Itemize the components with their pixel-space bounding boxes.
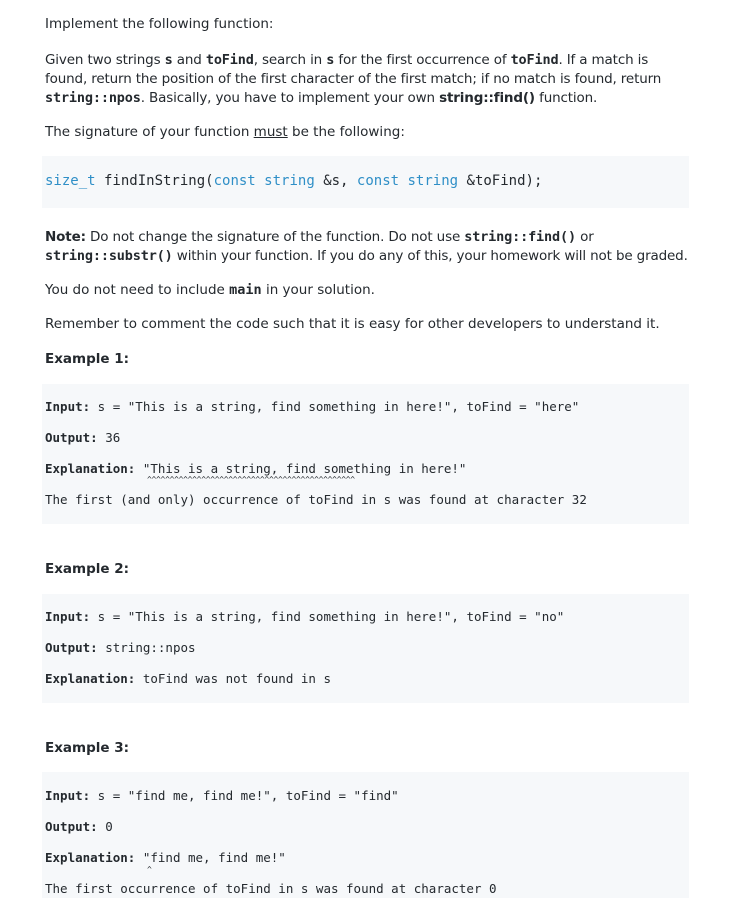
example-1-output: Output: 36: [45, 430, 121, 445]
code-s: s: [164, 52, 173, 68]
example-2-output: Output: string::npos: [45, 640, 196, 655]
signature-code-block: [42, 156, 689, 208]
bold-find-function: string::find(): [439, 90, 535, 106]
example-3-block: [42, 772, 689, 898]
signature-intro: The signature of your function must be the following:: [45, 124, 405, 140]
example-1-block: [42, 384, 689, 524]
description-paragraph: Given two strings s and toFind, search in s for the first occurrence of toFind. If a match is found, return the position of the first character of the first match; if no match is found, return string::npos. Basically, you have to implement your own string::find() function.: [45, 52, 662, 106]
example-1-extra: The first (and only) occurrence of toFind in s was found at character 32: [45, 492, 587, 507]
signature-code: size_t findInString(const string &s, const string &toFind);: [45, 173, 543, 189]
code-find: string::find(): [464, 229, 576, 245]
example-3-output: Output: 0: [45, 819, 113, 834]
code-tofind: toFind: [205, 52, 254, 68]
example-2-block: [42, 594, 689, 703]
example-1-caret-line: ^^^^^^^^^^^^^^^^^^^^^^^^^^^^^^^^^^^^^^^^^^^^^^: [147, 475, 355, 484]
note-paragraph: Note: Do not change the signature of the function. Do not use string::find() or string::substr() within your function. If you do any of this, your homework will not be graded.: [45, 229, 688, 264]
example-1-input: Input: s = "This is a string, find something in here!", toFind = "here": [45, 399, 580, 414]
code-npos: string::npos: [45, 90, 141, 106]
example-3-input: Input: s = "find me, find me!", toFind = "find": [45, 788, 399, 803]
example-2-explanation: Explanation: toFind was not found in s: [45, 671, 331, 686]
example-3-caret-line: ^: [147, 865, 152, 874]
example-2-heading: Example 2:: [45, 561, 130, 577]
example-1-heading: Example 1:: [45, 351, 130, 367]
intro-text: Implement the following function:: [45, 16, 274, 32]
example-3-heading: Example 3:: [45, 740, 130, 756]
code-tofind: toFind: [510, 52, 559, 68]
must-underlined: must: [253, 124, 288, 140]
comment-note: Remember to comment the code such that it is easy for other developers to understand it.: [45, 316, 660, 332]
code-s: s: [326, 52, 335, 68]
example-2-input: Input: s = "This is a string, find something in here!", toFind = "no": [45, 609, 565, 624]
code-substr: string::substr(): [45, 248, 173, 264]
example-3-explanation: Explanation: "find me, find me!": [45, 850, 286, 865]
example-3-extra: The first occurrence of toFind in s was found at character 0: [45, 881, 497, 896]
example-1-explanation: Explanation: "This is a string, find something in here!": [45, 461, 467, 476]
code-main: main: [229, 282, 262, 298]
note-label: Note:: [45, 229, 86, 245]
main-note: You do not need to include main in your solution.: [45, 282, 375, 298]
